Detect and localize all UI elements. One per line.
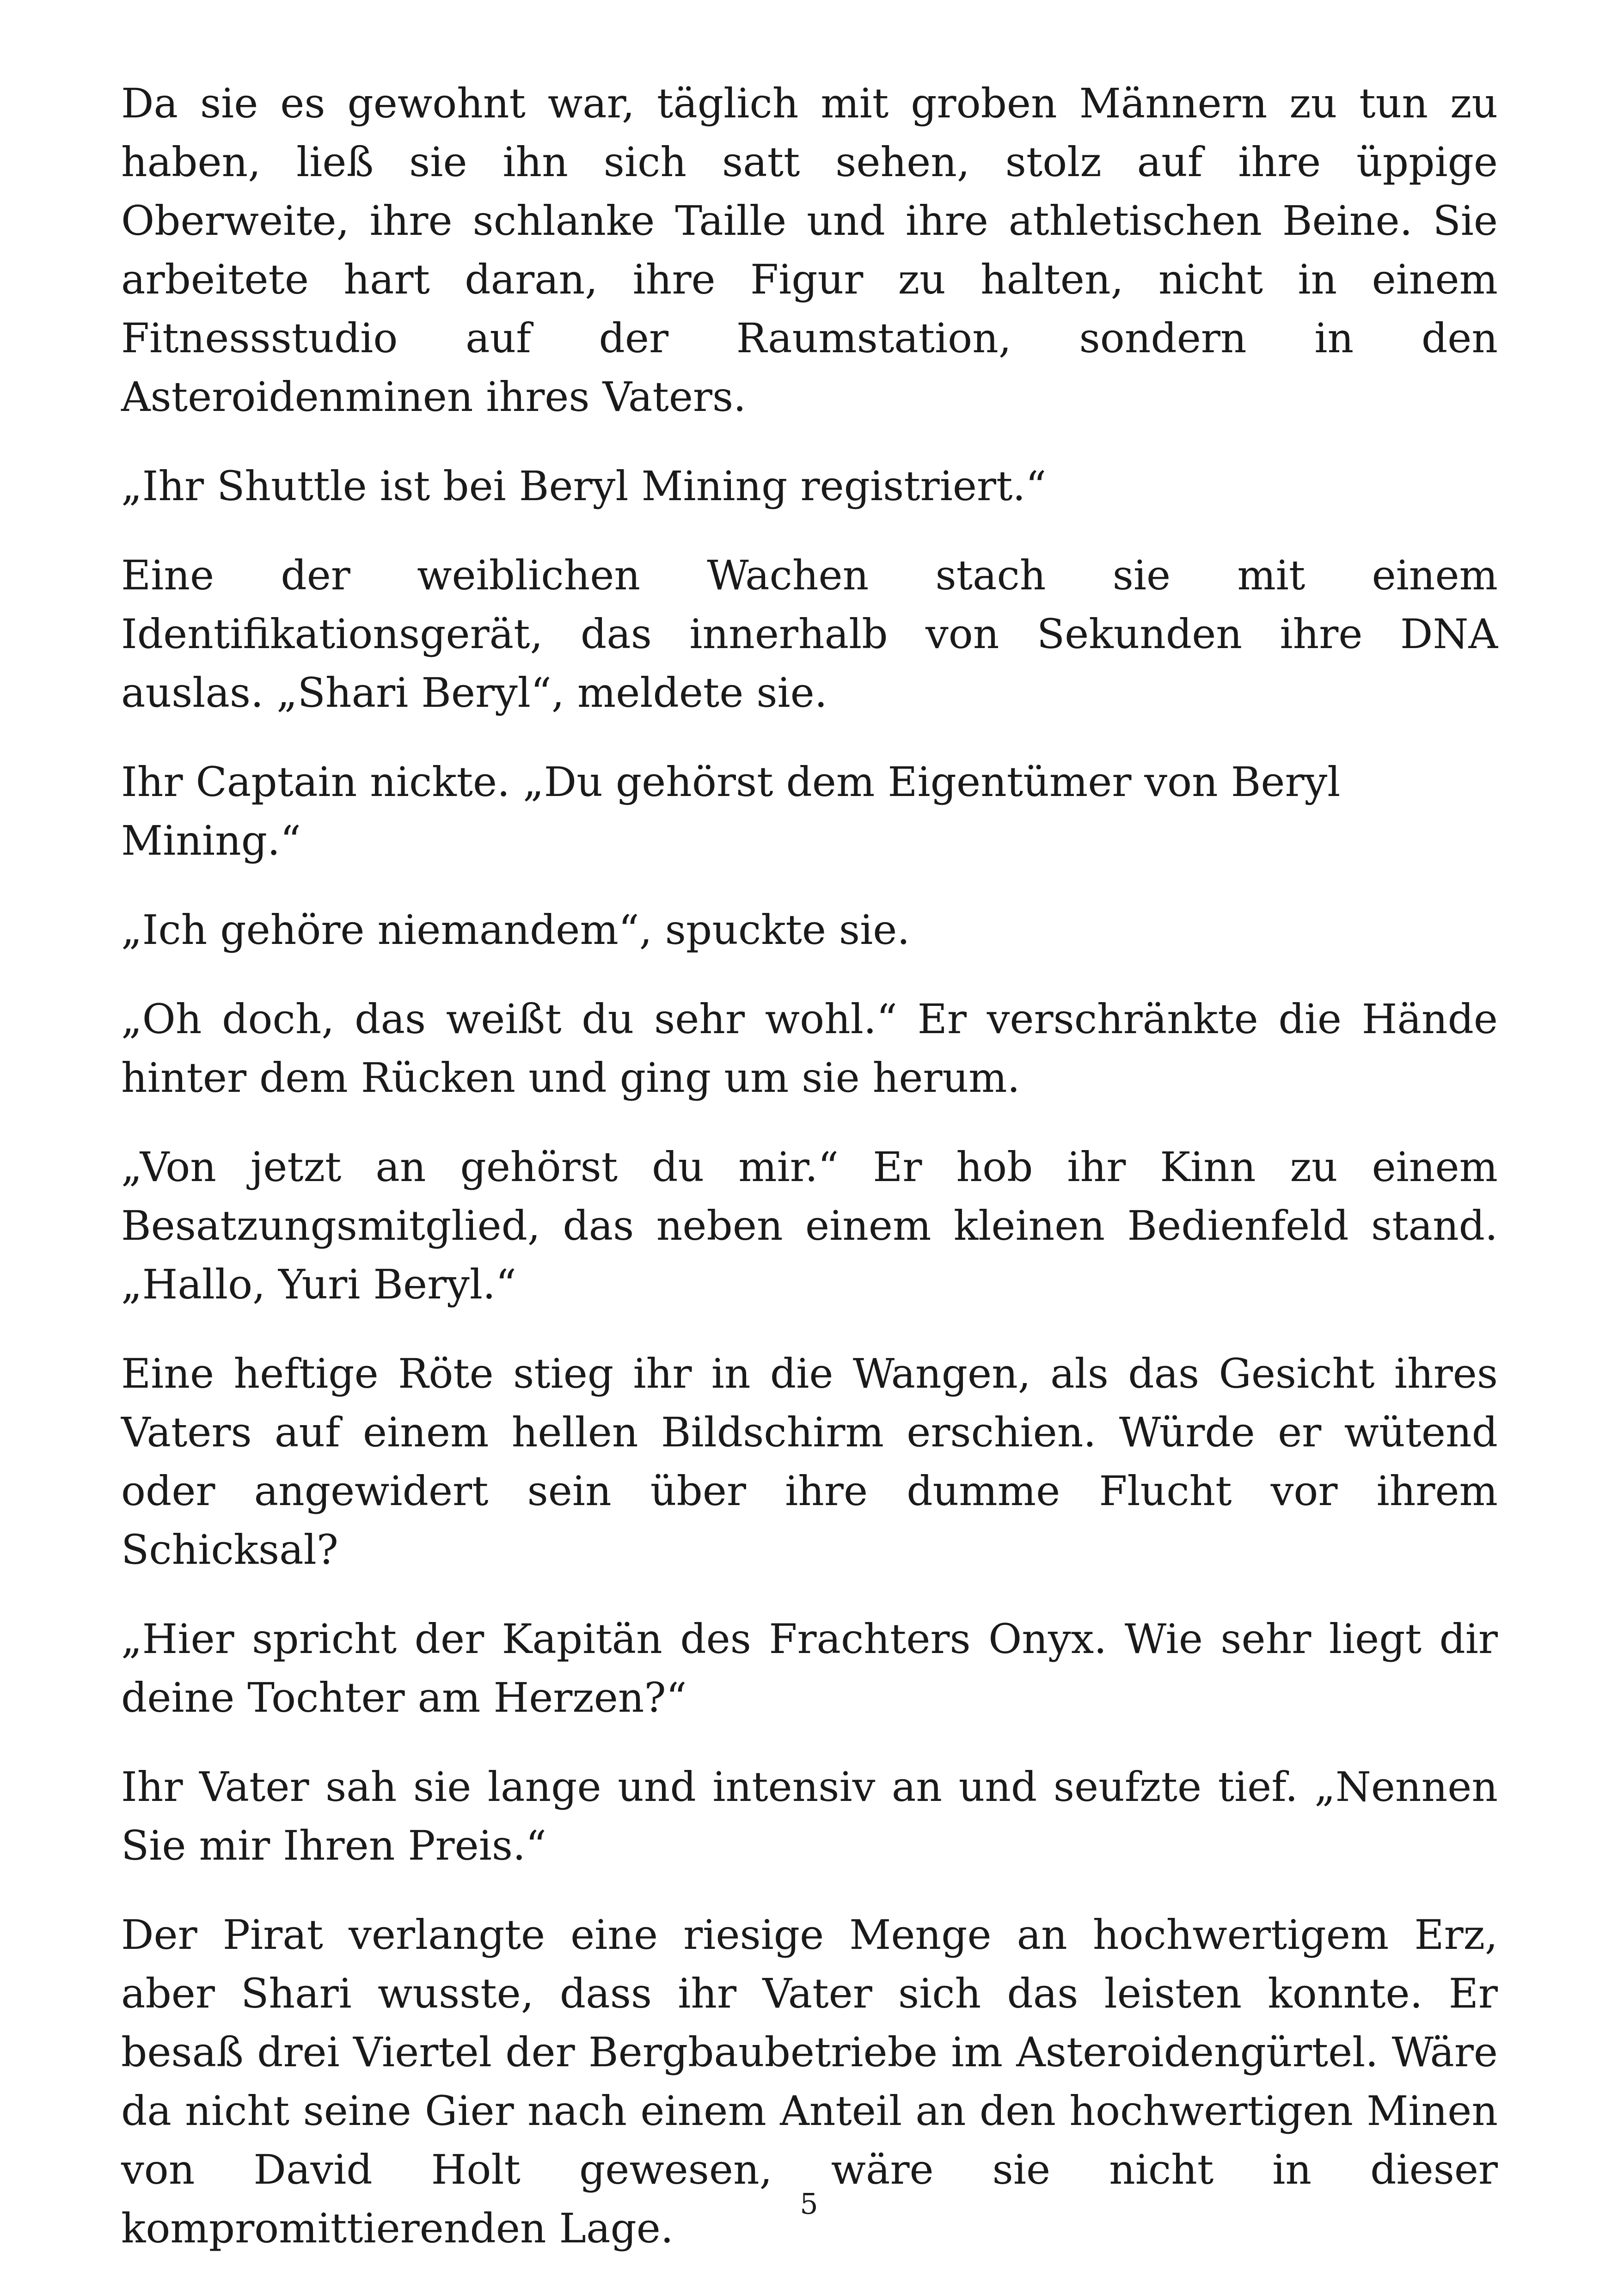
- paragraph: Da sie es gewohnt war, täglich mit groben Männern zu tun zu haben, ließ sie ihn sich satt sehen, stolz auf ihre üppige Oberweite, ihre schlanke Taille und ihre athletischen Beine. Sie arbeitete hart daran, ihre Figur zu halten, nicht in einem Fitnessstudio auf der Raumstation, sondern in den Asteroidenminen ihres Vaters.: [121, 80, 1498, 421]
- paragraph: Der Pirat verlangte eine riesige Menge an hochwertigem Erz, aber Shari wusste, dass ihr Vater sich das leisten konnte. Er besaß drei Viertel der Bergbaubetriebe im Asteroidengürtel. Wäre da nicht seine Gier nach einem Anteil an den hochwertigen Minen von David Holt gewesen, wäre sie nicht in dieser kompromittierenden Lage.: [121, 1911, 1498, 2252]
- paragraph: „Ich gehöre niemandem“, spuckte sie.: [121, 906, 910, 954]
- paragraph: „Hier spricht der Kapitän des Frachters Onyx. Wie sehr liegt dir deine Tochter am Herzen?“: [121, 1615, 1498, 1721]
- paragraph: Ihr Captain nickte. „Du gehörst dem Eigentümer von Beryl Mining.“: [121, 758, 1341, 864]
- paragraph: Eine der weiblichen Wachen stach sie mit einem Identifikationsgerät, das innerhalb von Sekunden ihre DNA auslas. „Shari Beryl“, meldete sie.: [121, 551, 1498, 716]
- paragraph: Eine heftige Röte stieg ihr in die Wangen, als das Gesicht ihres Vaters auf einem hellen Bildschirm erschien. Würde er wütend oder angewidert sein über ihre dumme Flucht vor ihrem Schicksal?: [121, 1350, 1498, 1574]
- page-number: 5: [800, 2187, 818, 2221]
- paragraph: „Von jetzt an gehörst du mir.“ Er hob ihr Kinn zu einem Besatzungsmitglied, das neben einem kleinen Bedienfeld stand. „Hallo, Yuri Beryl.“: [121, 1143, 1498, 1308]
- paragraph: Ihr Vater sah sie lange und intensiv an und seufzte tief. „Nennen Sie mir Ihren Preis.“: [121, 1763, 1498, 1869]
- paragraph: „Ihr Shuttle ist bei Beryl Mining registriert.“: [121, 462, 1047, 510]
- body-text: [121, 74, 1498, 2288]
- paragraph: „Oh doch, das weißt du sehr wohl.“ Er verschränkte die Hände hinter dem Rücken und ging um sie herum.: [121, 995, 1498, 1102]
